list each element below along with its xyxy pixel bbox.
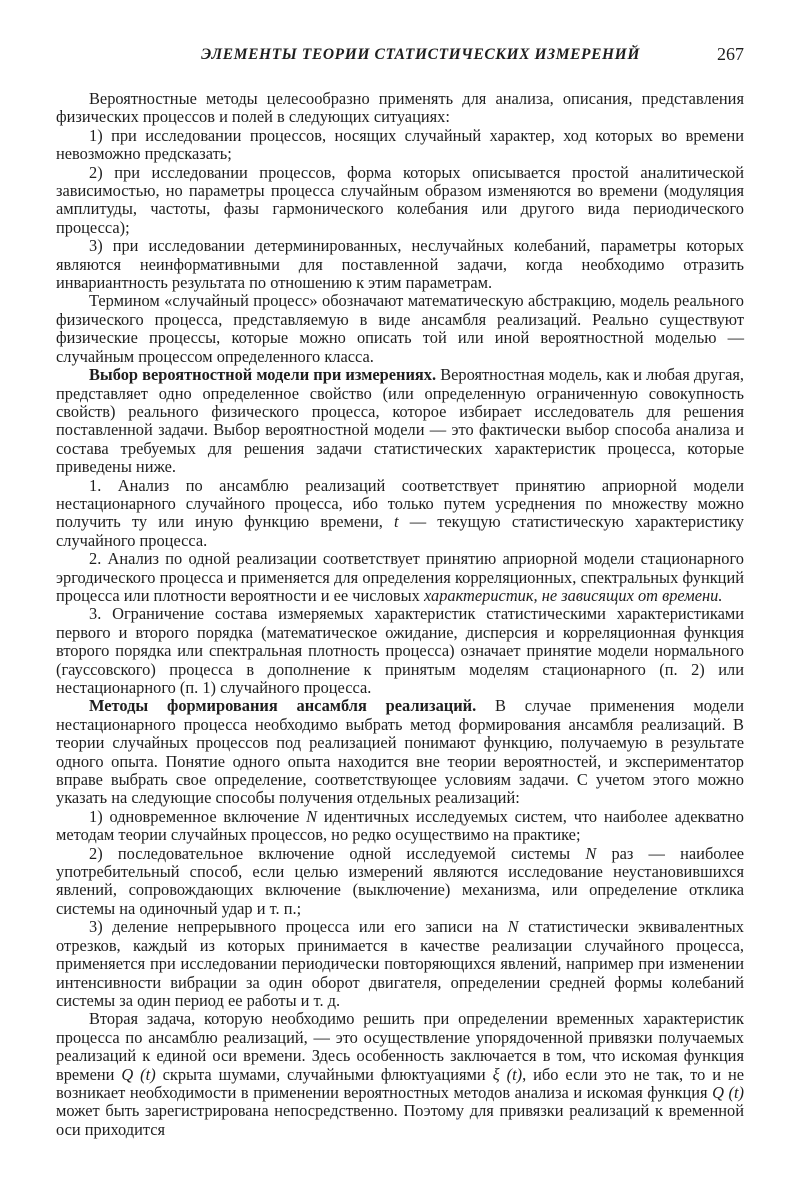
paragraph: Вторая задача, которую необходимо решить при определении временных характеристик процесса по ансамблю реализаций, — это осуществление упорядоченной привязки получаемых реализаций к единой оси времени. Здесь особенность заключается в том, что искомая функция времени Q (t) скрыта шумами, случайными флюктуациями ξ (t), ибо если это не так, то и не возникает необходимости в применении вероятностных методов анализа и искомая функция Q (t) может быть зарегистрирована непосредственно. Поэтому для привязки реализаций к временной оси приходится <box>56 1009 745 1139</box>
math-variable: N <box>306 806 318 826</box>
paragraph: Методы формирования ансамбля реализаций. В случае применения модели нестационарного процесса необходимо выбрать метод формирования ансамбля реализаций. В теории случайных процессов под реализацией понимают функцию, получаемую в результате одного опыта. Понятие одного опыта находится вне теории вероятностей, и экспериментатор вправе выбрать свое определение, соответствующее условиям задачи. С учетом этого можно указать на следующие способы получения отдельных реализаций: <box>56 696 744 808</box>
paragraph: Термином «случайный процесс» обозначают математическую абстракцию, модель реального физического процесса, представляемую в виде ансамбля реализаций. Реально существуют физические процессы, которые можно описать той или иной вероятностной моделью — случайным процессом определенного класса. <box>56 291 744 366</box>
paragraph: Выбор вероятностной модели при измерениях. Вероятностная модель, как и любая другая, представляет одно определенное свойство (или определенную ограниченную совокупность свойств) реального физического процесса, которое избирает исследователь для решения поставленной задачи. Выбор вероятностной модели — это фактически выбор способа анализа и состава требуемых для решения задачи статистических характеристик процесса, которые приведены ниже. <box>56 365 745 477</box>
paragraph: Вероятностные методы целесообразно применять для анализа, описания, представления физических процессов и полей в следующих ситуациях: <box>56 89 744 127</box>
math-variable: N <box>585 843 597 863</box>
paragraph: 3) при исследовании детерминированных, неслучайных колебаний, параметры которых являются неинформативными для поставленной задачи, когда необходимо отразить инвариантность результата по отношению к этим параметрам. <box>56 236 744 293</box>
body-text <box>56 90 744 1139</box>
paragraph: 2) последовательное включение одной исследуемой системы N раз — наиболее употребительный способ, если целью измерений являются исследование неустановившихся явлений, сопровождающих включение (выключение) механизма, или определение отклика системы на одиночный удар и т. п.; <box>56 843 744 918</box>
math-variable: N <box>507 917 519 937</box>
math-variable: Q (t) <box>121 1064 156 1084</box>
math-variable: Q (t) <box>712 1082 745 1102</box>
paragraph: 1. Анализ по ансамблю реализаций соответствует принятию априорной модели нестационарного случайного процесса, ибо только путем усреднения по множеству можно получить ту или иную функцию времени, t — текущую статистическую характеристику случайного процесса. <box>56 475 744 550</box>
paragraph: 1) одновременное включение N идентичных исследуемых систем, что наиболее адекватно методам теории случайных процессов, но редко осуществимо на практике; <box>56 806 744 845</box>
math-variable: t <box>393 512 399 532</box>
paragraph: 3) деление непрерывного процесса или его записи на N статистически эквивалентных отрезков, каждый из которых принимается в качестве реализации случайного процесса, применяется при исследовании периодически повторяющихся явлений, например при изменении интенсивности вибрации за один оборот двигателя, определении средней формы колебаний системы за один период ее работы и т. д. <box>56 917 744 1010</box>
paragraph: 2. Анализ по одной реализации соответствует принятию априорной модели стационарного эргодического процесса и применяется для определения корреляционных, спектральных функций процесса или плотности вероятности и ее числовых характеристик, не зависящих от времени. <box>56 549 744 605</box>
page-number: 267 <box>717 44 744 64</box>
section-heading: Методы формирования ансамбля реализаций. <box>89 696 477 716</box>
math-variable: ξ (t) <box>492 1064 523 1084</box>
paragraph: 1) при исследовании процессов, носящих случайный характер, ход которых во времени невозможно предсказать; <box>56 125 744 164</box>
section-heading: Выбор вероятностной модели при измерениях. <box>89 365 437 385</box>
paragraph: 3. Ограничение состава измеряемых характеристик статистическими характеристиками первого и второго порядка (математическое ожидание, дисперсия и корреляционная функция второго порядка или спектральная плотность процесса) означает принятие модели нормального (гауссовского) процесса в дополнение к принятым моделям стационарного (п. 2) или нестационарного (п. 1) случайного процесса. <box>56 604 744 697</box>
paragraph: 2) при исследовании процессов, форма которых описывается простой аналитической зависимостью, но параметры процесса случайным образом изменяются во времени (модуляция амплитуды, частоты, фазы гармонического колебания или другого вида периодического процесса); <box>56 162 744 237</box>
running-title: ЭЛЕМЕНТЫ ТЕОРИИ СТАТИСТИЧЕСКИХ ИЗМЕРЕНИЙ <box>201 46 640 63</box>
